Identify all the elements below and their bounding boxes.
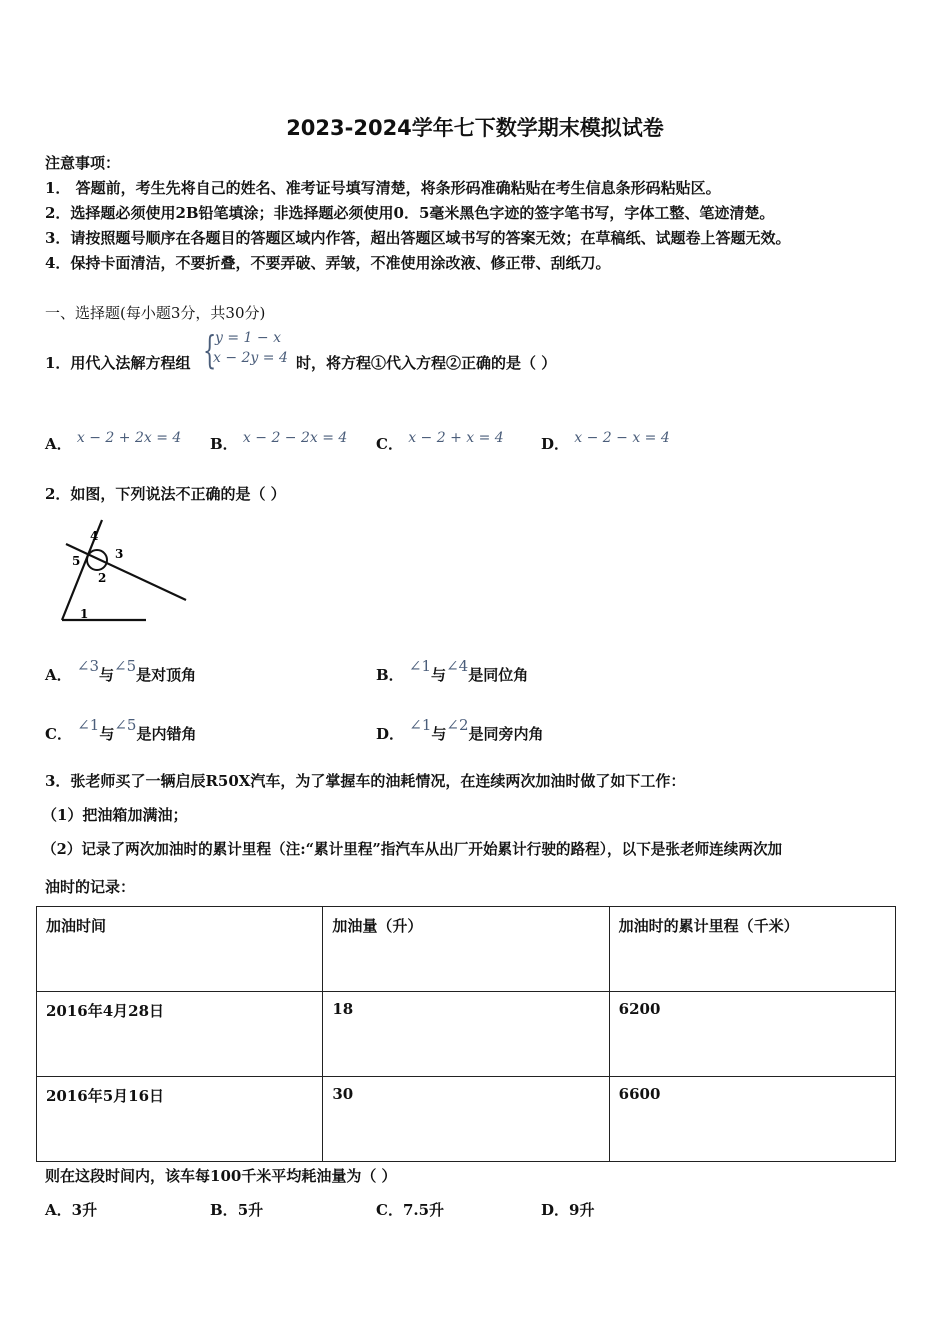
option-label: B． xyxy=(376,666,404,684)
q3-option-a[interactable] xyxy=(45,1199,97,1220)
notice-heading: 注意事项： xyxy=(45,154,121,172)
q2-option-b[interactable] xyxy=(376,657,529,685)
angle-a: ∠3 xyxy=(76,657,99,675)
option-math: x − 2 − x = 4 xyxy=(574,430,670,446)
option-text: 是同旁内角 xyxy=(468,725,544,743)
table-cell: 18 xyxy=(323,992,609,1077)
option-text: 是同位角 xyxy=(468,666,529,684)
angle-b: ∠2 xyxy=(446,716,469,734)
q1-equation-system xyxy=(203,330,295,374)
q3-option-d[interactable] xyxy=(541,1199,594,1220)
option-label: A． xyxy=(45,435,72,453)
table-header-cell: 加油量（升） xyxy=(323,907,609,992)
table-header-row xyxy=(37,907,896,992)
fuel-record-table xyxy=(36,906,896,1162)
q3-step2-line2: 油时的记录： xyxy=(45,878,136,896)
table-cell: 6600 xyxy=(609,1077,895,1162)
option-label: B． xyxy=(210,435,238,453)
q1-stem-suffix: 时，将方程①代入方程②正确的是（ ） xyxy=(296,354,557,372)
option-math: x − 2 + x = 4 xyxy=(408,430,504,446)
q3-stem: 3．张老师买了一辆启辰R50X汽车，为了掌握车的油耗情况，在连续两次加油时做了如下工作： xyxy=(45,772,686,790)
angle-b: ∠4 xyxy=(446,657,469,675)
table-cell: 2016年5月16日 xyxy=(37,1077,323,1162)
option-label: D． xyxy=(541,435,570,453)
option-math: x − 2 − 2x = 4 xyxy=(242,430,348,446)
brace-icon: { xyxy=(203,328,217,372)
q3-question: 则在这段时间内，该车每100千米平均耗油量为（ ） xyxy=(45,1167,397,1185)
option-text: 是内错角 xyxy=(136,725,197,743)
figure-label-5: 5 xyxy=(72,554,81,568)
q2-option-a[interactable] xyxy=(45,657,197,685)
notice-item: 3．请按照题号顺序在各题目的答题区域内作答，超出答题区域书写的答案无效；在草稿纸、试题卷上答题无效。 xyxy=(45,229,791,247)
q1-option-a[interactable] xyxy=(45,430,182,454)
figure-label-2: 2 xyxy=(98,571,107,585)
section-heading: 一、选择题(每小题3分，共30分) xyxy=(45,304,266,322)
page-title: 2023-2024学年七下数学期末模拟试卷 xyxy=(286,116,664,140)
figure-label-3: 3 xyxy=(115,547,124,561)
table-row xyxy=(37,1077,896,1162)
option-label: A． xyxy=(45,666,72,684)
table-row xyxy=(37,992,896,1077)
q1-option-c[interactable] xyxy=(376,430,504,454)
table-cell: 6200 xyxy=(609,992,895,1077)
q2-option-d[interactable] xyxy=(376,716,544,744)
option-math: x − 2 + 2x = 4 xyxy=(76,430,182,446)
angle-a: ∠1 xyxy=(77,716,100,734)
option-text: 5升 xyxy=(237,1201,264,1219)
option-label: D． xyxy=(376,725,405,743)
q2-option-c[interactable] xyxy=(45,716,197,744)
option-label: C． xyxy=(376,1201,403,1219)
option-label: C． xyxy=(45,725,72,743)
table-header-cell: 加油时的累计里程（千米） xyxy=(609,907,895,992)
figure-angle-circle xyxy=(87,550,107,570)
angle-a: ∠1 xyxy=(408,657,432,675)
option-conj: 与 xyxy=(431,666,447,684)
option-text: 7.5升 xyxy=(402,1201,445,1219)
option-text: 9升 xyxy=(569,1201,595,1219)
table-cell: 30 xyxy=(323,1077,609,1162)
q3-option-b[interactable] xyxy=(210,1199,263,1220)
q3-step2-line1: （2）记录了两次加油时的累计里程（注:“累计里程”指汽车从出厂开始累计行驶的路程），以下是张老师连续两次加 xyxy=(42,841,783,858)
option-label: B． xyxy=(210,1201,238,1219)
q1-stem-prefix: 1．用代入法解方程组 xyxy=(45,354,191,372)
option-conj: 与 xyxy=(99,666,115,684)
q2-stem: 2．如图，下列说法不正确的是（ ） xyxy=(45,485,286,503)
table-cell: 2016年4月28日 xyxy=(37,992,323,1077)
figure-label-1: 1 xyxy=(80,607,89,621)
q3-option-c[interactable] xyxy=(376,1199,444,1220)
option-text: 是对顶角 xyxy=(136,666,197,684)
q1-option-b[interactable] xyxy=(210,430,348,454)
q1-eq2: x − 2y = 4 xyxy=(213,350,288,366)
option-text: 3升 xyxy=(71,1201,98,1219)
angle-a: ∠1 xyxy=(409,716,432,734)
option-label: A． xyxy=(45,1201,72,1219)
q3-step1: （1）把油箱加满油； xyxy=(42,806,188,824)
q2-angle-figure xyxy=(56,518,196,628)
angle-b: ∠5 xyxy=(114,657,137,675)
q1-option-d[interactable] xyxy=(541,430,670,454)
angle-b: ∠5 xyxy=(114,716,137,734)
figure-crossing-line xyxy=(66,544,186,600)
table-header-cell: 加油时间 xyxy=(37,907,323,992)
option-label: C． xyxy=(376,435,403,453)
option-conj: 与 xyxy=(99,725,115,743)
notice-item: 2．选择题必须使用2B铅笔填涂；非选择题必须使用0．5毫米黑色字迹的签字笔书写，字体工整、笔迹清楚。 xyxy=(45,204,775,222)
figure-label-4: 4 xyxy=(90,529,99,543)
notice-item: 1． 答题前，考生先将自己的姓名、准考证号填写清楚，将条形码准确粘贴在考生信息条形码粘贴区。 xyxy=(45,179,721,197)
notice-item: 4．保持卡面清洁，不要折叠，不要弄破、弄皱，不准使用涂改液、修正带、刮纸刀。 xyxy=(45,254,611,272)
option-label: D． xyxy=(541,1201,570,1219)
option-conj: 与 xyxy=(431,725,447,743)
q1-eq1: y = 1 − x xyxy=(215,330,281,346)
